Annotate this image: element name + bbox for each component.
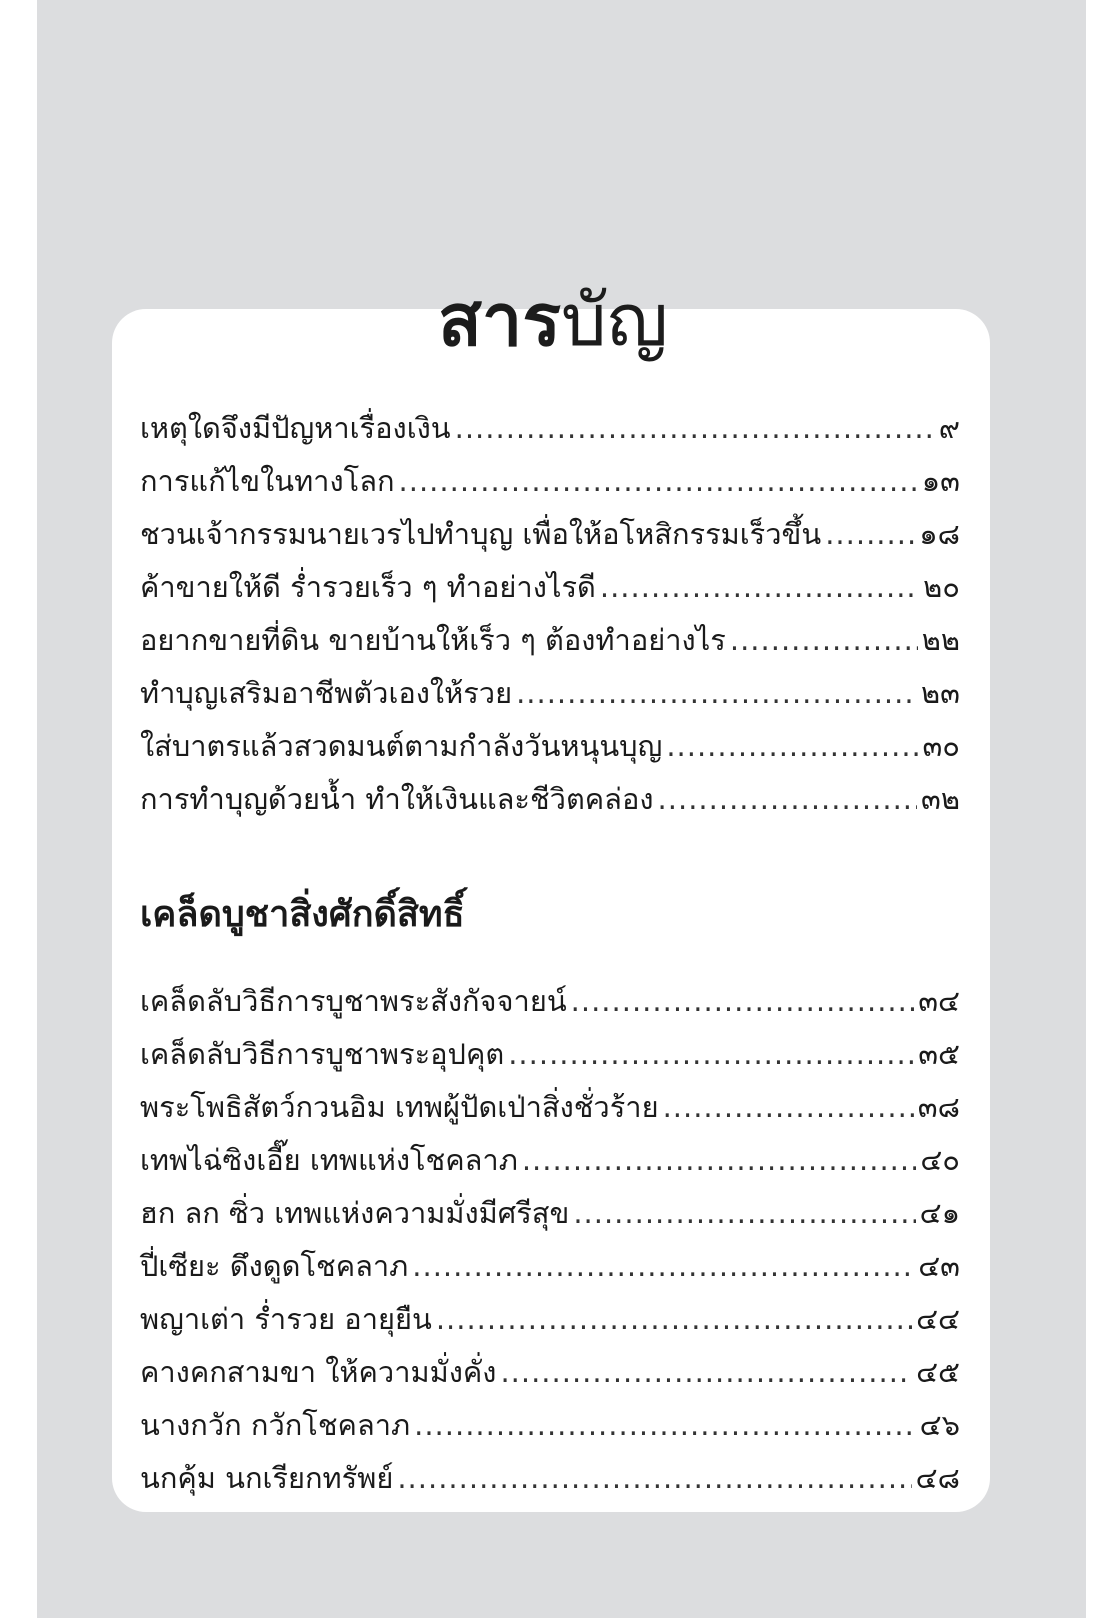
dot-leader xyxy=(730,614,918,667)
toc-entry-title: พญาเต่า ร่ำรวย อายุยืน xyxy=(140,1302,432,1336)
dot-leader xyxy=(663,1081,914,1134)
toc-entry-title: อยากขายที่ดิน ขายบ้านให้เร็ว ๆ ต้องทำอย่างไร xyxy=(140,623,726,657)
toc-entry[interactable] xyxy=(140,1452,960,1505)
toc-entry-page: ๓๒ xyxy=(921,782,960,816)
dot-leader xyxy=(455,402,935,455)
toc-entry[interactable] xyxy=(140,1081,960,1134)
toc-entry[interactable] xyxy=(140,720,960,773)
toc-entry-title: เคล็ดลับวิธีการบูชาพระอุปคุต xyxy=(140,1037,505,1071)
toc-entry-title: พระโพธิสัตว์กวนอิม เทพผู้ปัดเป่าสิ่งชั่วร้าย xyxy=(140,1090,659,1124)
dot-leader xyxy=(573,1187,915,1240)
toc-entry[interactable] xyxy=(140,402,960,455)
toc-entry-title: เหตุใดจึงมีปัญหาเรื่องเงิน xyxy=(140,411,451,445)
toc-entry-page: ๒๓ xyxy=(921,676,960,710)
toc-entry-page: ๓๐ xyxy=(922,729,960,763)
toc-entry-page: ๓๕ xyxy=(918,1037,960,1071)
page-title xyxy=(0,270,1106,370)
toc-entry-title: นางกวัก กวักโชคลาภ xyxy=(140,1408,411,1442)
toc-entry-page: ๑๘ xyxy=(919,517,960,551)
toc-entry-title: การแก้ไขในทางโลก xyxy=(140,464,395,498)
toc-entry-page: ๑๓ xyxy=(921,464,960,498)
toc-entry-page: ๔๑ xyxy=(919,1196,960,1230)
dot-leader xyxy=(516,667,917,720)
toc-entry-page: ๔๓ xyxy=(918,1249,960,1283)
dot-leader xyxy=(508,1028,914,1081)
toc-entry-title: เคล็ดลับวิธีการบูชาพระสังกัจจายน์ xyxy=(140,984,567,1018)
dot-leader xyxy=(399,455,918,508)
dot-leader xyxy=(658,773,918,826)
dot-leader xyxy=(600,561,919,614)
toc-list-part1 xyxy=(140,402,960,826)
toc-entry[interactable] xyxy=(140,508,960,561)
dot-leader xyxy=(571,975,915,1028)
toc-entry-page: ๔๔ xyxy=(916,1302,960,1336)
toc-entry-title: ค้าขายให้ดี ร่ำรวยเร็ว ๆ ทำอย่างไรดี xyxy=(140,570,596,604)
toc-entry-page: ๒๒ xyxy=(921,623,960,657)
toc-list-part2 xyxy=(140,975,960,1505)
toc-entry[interactable] xyxy=(140,1187,960,1240)
toc-entry[interactable] xyxy=(140,1028,960,1081)
toc-entry-page: ๔๕ xyxy=(916,1355,960,1389)
title-light-part: บัญ xyxy=(560,278,669,362)
toc-entry-title: เทพไฉ่ซิงเอี๊ย เทพแห่งโชคลาภ xyxy=(140,1143,518,1177)
toc-entry[interactable] xyxy=(140,1293,960,1346)
dot-leader xyxy=(397,1452,911,1505)
toc-entry-page: ๓๔ xyxy=(918,984,960,1018)
section-heading: เคล็ดบูชาสิ่งศักดิ์สิทธิ์ xyxy=(140,894,465,935)
toc-entry[interactable] xyxy=(140,667,960,720)
toc-entry-title: นกคุ้ม นกเรียกทรัพย์ xyxy=(140,1461,394,1495)
toc-entry[interactable] xyxy=(140,773,960,826)
toc-entry-page: ๔๘ xyxy=(915,1461,960,1495)
toc-entry[interactable] xyxy=(140,455,960,508)
dot-leader xyxy=(666,720,918,773)
title-bold-part: สาร xyxy=(437,278,561,362)
dot-leader xyxy=(414,1399,916,1452)
dot-leader xyxy=(436,1293,912,1346)
toc-entry-title: การทำบุญด้วยน้ำ ทำให้เงินและชีวิตคล่อง xyxy=(140,782,654,816)
dot-leader xyxy=(522,1134,917,1187)
toc-entry-title: ฮก ลก ซิ่ว เทพแห่งความมั่งมีศรีสุข xyxy=(140,1196,570,1230)
toc-entry-title: ปี่เซียะ ดึงดูดโชคลาภ xyxy=(140,1249,409,1283)
dot-leader xyxy=(412,1240,914,1293)
toc-entry[interactable] xyxy=(140,975,960,1028)
toc-entry[interactable] xyxy=(140,1346,960,1399)
toc-entry[interactable] xyxy=(140,561,960,614)
toc-entry-page: ๔๖ xyxy=(919,1408,960,1442)
toc-entry-title: ใส่บาตรแล้วสวดมนต์ตามกำลังวันหนุนบุญ xyxy=(140,729,663,763)
toc-entry-title: คางคกสามขา ให้ความมั่งคั่ง xyxy=(140,1355,497,1389)
toc-entry-title: ทำบุญเสริมอาชีพตัวเองให้รวย xyxy=(140,676,513,710)
toc-entry-page: ๔๐ xyxy=(920,1143,960,1177)
toc-entry[interactable] xyxy=(140,614,960,667)
toc-entry-page: ๙ xyxy=(938,411,960,445)
toc-entry-title: ชวนเจ้ากรรมนายเวรไปทำบุญ เพื่อให้อโหสิกรรมเร็วขึ้น xyxy=(140,517,822,551)
toc-entry-page: ๓๘ xyxy=(917,1090,960,1124)
toc-entry[interactable] xyxy=(140,1399,960,1452)
dot-leader xyxy=(825,508,915,561)
dot-leader xyxy=(500,1346,912,1399)
toc-entry[interactable] xyxy=(140,1240,960,1293)
toc-entry[interactable] xyxy=(140,1134,960,1187)
toc-entry-page: ๒๐ xyxy=(923,570,960,604)
